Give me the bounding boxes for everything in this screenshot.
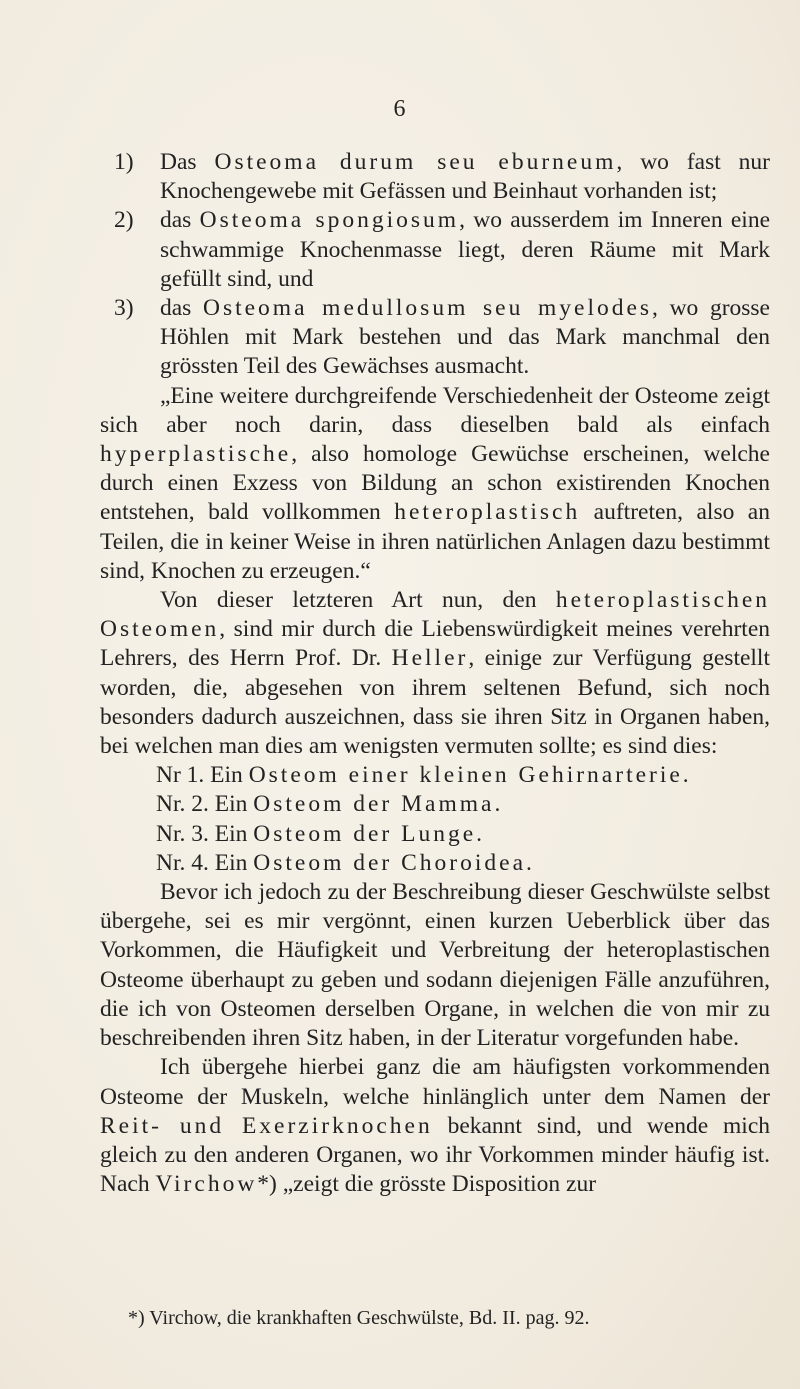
footnote: *) Virchow, die krankhaften Geschwülste, Bd. II. pag. 92. (128, 1307, 590, 1329)
text-run: bekannt sind, und wende mich gleich zu den anderen Organen, wo ihr Vorkommen minder häufig ist. Nach (100, 1112, 771, 1198)
spaced-term: Virchow (155, 1171, 258, 1198)
spaced-term: heteroplastischen Osteomen (100, 587, 770, 643)
list-text: , wo fast nur Knochengewebe mit Gefässen und Beinhaut vorhanden ist; (160, 149, 771, 205)
paragraph-2 (100, 586, 770, 761)
enum-label: Nr 1. Ein (156, 762, 249, 789)
list-number: 3) (114, 295, 134, 322)
paragraph-1 (100, 382, 770, 586)
enumeration-item-4 (100, 849, 770, 878)
spaced-term: Osteom der Lunge. (253, 820, 486, 847)
spaced-term: heteroplastisch (394, 499, 581, 526)
list-text: , wo ausserdem im Inneren eine schwammige Knochenmasse liegt, deren Räume mit Mark gefüllt sind, und (160, 207, 771, 292)
list-item-1 (100, 148, 770, 206)
spaced-term: Osteom der Mamma. (253, 791, 504, 818)
text-run: Von dieser letzteren Art nun, den (160, 587, 556, 614)
list-text: , wo grosse Höhlen mit Mark bestehen und das Mark manchmal den grössten Teil des Gewächses ausmacht. (160, 295, 770, 380)
spaced-term: Osteom einer kleinen Gehirnarterie. (248, 762, 692, 789)
spaced-term: Osteoma medullosum seu myelodes (202, 295, 653, 322)
body-text (100, 148, 770, 1199)
text-run: auftreten, also an Teilen, die in keiner Weise in ihren natürlichen Anlagen dazu bestimmt sind, Knochen zu erzeugen.“ (100, 499, 770, 584)
spaced-term: Osteom der Choroidea. (253, 849, 535, 876)
text-run: , also homologe Gewüchse erscheinen, welche durch einen Exzess von Bildung an schon existirenden Knochen entstehen, bald vollkommen (100, 441, 770, 526)
paragraph-3: Bevor ich jedoch zu der Beschreibung dieser Geschwülste selbst übergehe, sei es mir vergönnt, einen kurzen Ueberblick über das Vorkommen, die Häufigkeit und Verbreitung der heteroplastischen Osteome überhaupt zu geben und sodann diejenigen Fälle anzuführen, die ich von Osteomen derselben Organe, in welchen die von mir zu beschreibenden ihren Sitz haben, in der Literatur vorgefunden habe. (100, 879, 770, 1052)
list-text: Das (160, 149, 215, 175)
enumeration-item-2 (100, 790, 770, 819)
spaced-term: Osteoma durum seu eburneum (214, 149, 617, 175)
enumeration-item-1 (100, 761, 770, 790)
spaced-term: Osteoma spongiosum (199, 207, 460, 234)
spaced-term: Reit- und Exerzirknochen (100, 1112, 433, 1139)
spaced-term: Heller (391, 645, 469, 672)
enumeration-item-3 (100, 820, 770, 849)
text-run: , einige zur Verfügung gestellt worden, die, abgesehen von ihrem seltenen Befund, sich noch besonders dadurch auszeichnen, dass sie ihren Sitz in Organen haben, bei welchen man dies am wenigsten vermuten sollte; es sind dies: (100, 645, 770, 760)
text-run: *) „zeigt die grösste Disposition zur (257, 1171, 597, 1198)
list-item-3 (100, 294, 770, 382)
text-run: Ich übergehe hierbei ganz die am häufigsten vorkommenden Osteome der Muskeln, welche hinlänglich unter dem Namen der (100, 1054, 770, 1110)
list-item-2 (100, 206, 770, 294)
enum-label: Nr. 3. Ein (156, 820, 254, 847)
enum-label: Nr. 4. Ein (156, 849, 254, 876)
text-run: , sind mir durch die Liebenswürdigkeit meines verehrten Lehrers, des Herrn Prof. Dr. (100, 616, 770, 672)
list-number: 1) (114, 149, 134, 175)
paragraph-4 (100, 1053, 770, 1199)
text-run: „Eine weitere durchgreifende Verschiedenheit der Osteome zeigt sich aber noch darin, dass dieselben bald als einfach (100, 382, 770, 438)
enum-label: Nr. 2. Ein (156, 791, 254, 818)
list-text: das (160, 295, 203, 322)
spaced-term: hyperplastische (100, 441, 292, 468)
page-number: 6 (393, 96, 407, 122)
list-number: 2) (114, 207, 134, 234)
list-text: das (160, 207, 200, 234)
